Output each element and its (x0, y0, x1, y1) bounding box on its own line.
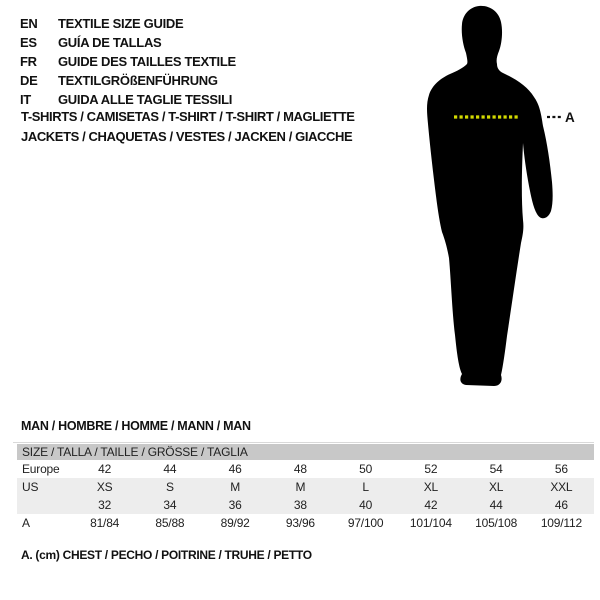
table-cell: 89/92 (220, 516, 250, 530)
footnote: A. (cm) CHEST / PECHO / POITRINE / TRUHE / PETTO (21, 548, 312, 562)
table-cell: 46 (554, 498, 568, 512)
language-code: ES (20, 35, 37, 50)
language-code: IT (20, 92, 31, 107)
table-header: SIZE / TALLA / TAILLE / GRÖSSE / TAGLIA (17, 444, 594, 460)
man-silhouette (405, 0, 600, 400)
table-row (17, 460, 594, 478)
table-row-label (17, 496, 72, 514)
table-cell: 32 (98, 498, 112, 512)
language-title: GUIDA ALLE TAGLIE TESSILI (58, 92, 233, 107)
table-cell: 36 (228, 498, 242, 512)
table-cell: M (230, 480, 241, 494)
table-row-label: US (22, 480, 39, 494)
measure-label: A (565, 110, 575, 125)
table-row-label: Europe (22, 462, 60, 476)
table-cell: 46 (228, 462, 242, 476)
table-cell: 50 (359, 462, 373, 476)
table-cell: S (165, 480, 174, 494)
table-cell: M (295, 480, 306, 494)
category-heading-jackets: JACKETS / CHAQUETAS / VESTES / JACKEN / GIACCHE (21, 128, 353, 144)
language-title: TEXTILE SIZE GUIDE (58, 16, 184, 31)
gender-heading: MAN / HOMBRE / HOMME / MANN / MAN (21, 419, 251, 433)
table-row (17, 496, 594, 514)
table-row (17, 478, 594, 496)
language-row (20, 33, 236, 52)
language-code: DE (20, 73, 38, 88)
table-cell: XXL (550, 480, 573, 494)
language-title: GUIDE DES TAILLES TEXTILE (58, 54, 236, 69)
table-cell: XL (488, 480, 504, 494)
table-cell: 52 (424, 462, 438, 476)
table-cell: 42 (424, 498, 438, 512)
table-row-label: A (22, 516, 30, 530)
table-cell: XS (96, 480, 113, 494)
table-cell: 54 (489, 462, 503, 476)
table-cell: 42 (98, 462, 112, 476)
table-cell: XL (423, 480, 439, 494)
table-cell: 44 (489, 498, 503, 512)
language-row (20, 71, 236, 90)
table-cell: L (362, 480, 369, 494)
table-cell: 40 (359, 498, 373, 512)
language-code: EN (20, 16, 38, 31)
table-cell: 93/96 (285, 516, 315, 530)
category-headings (21, 107, 355, 146)
table-cell: 101/104 (409, 516, 452, 530)
size-table (17, 444, 594, 532)
language-row (20, 52, 236, 71)
table-row (17, 514, 594, 532)
table-top-divider (13, 442, 594, 443)
language-title: TEXTILGRÖßENFÜHRUNG (58, 73, 218, 88)
table-cell: 81/84 (90, 516, 120, 530)
table-cell: 97/100 (347, 516, 384, 530)
table-cell: 85/88 (155, 516, 185, 530)
man-figure (405, 0, 600, 400)
man-silhouette-shape (427, 6, 553, 386)
category-heading-tshirts: T-SHIRTS / CAMISETAS / T-SHIRT / T-SHIRT / MAGLIETTE (21, 109, 355, 124)
table-cell: 38 (293, 498, 307, 512)
language-row (20, 14, 236, 33)
table-cell: 56 (554, 462, 568, 476)
table-cell: 34 (163, 498, 177, 512)
table-cell: 105/108 (475, 516, 518, 530)
table-cell: 44 (163, 462, 177, 476)
textile-guide-language-list (20, 14, 236, 109)
language-title: GUÍA DE TALLAS (58, 35, 162, 50)
language-code: FR (20, 54, 37, 69)
table-cell: 48 (293, 462, 307, 476)
table-cell: 109/112 (540, 516, 582, 530)
